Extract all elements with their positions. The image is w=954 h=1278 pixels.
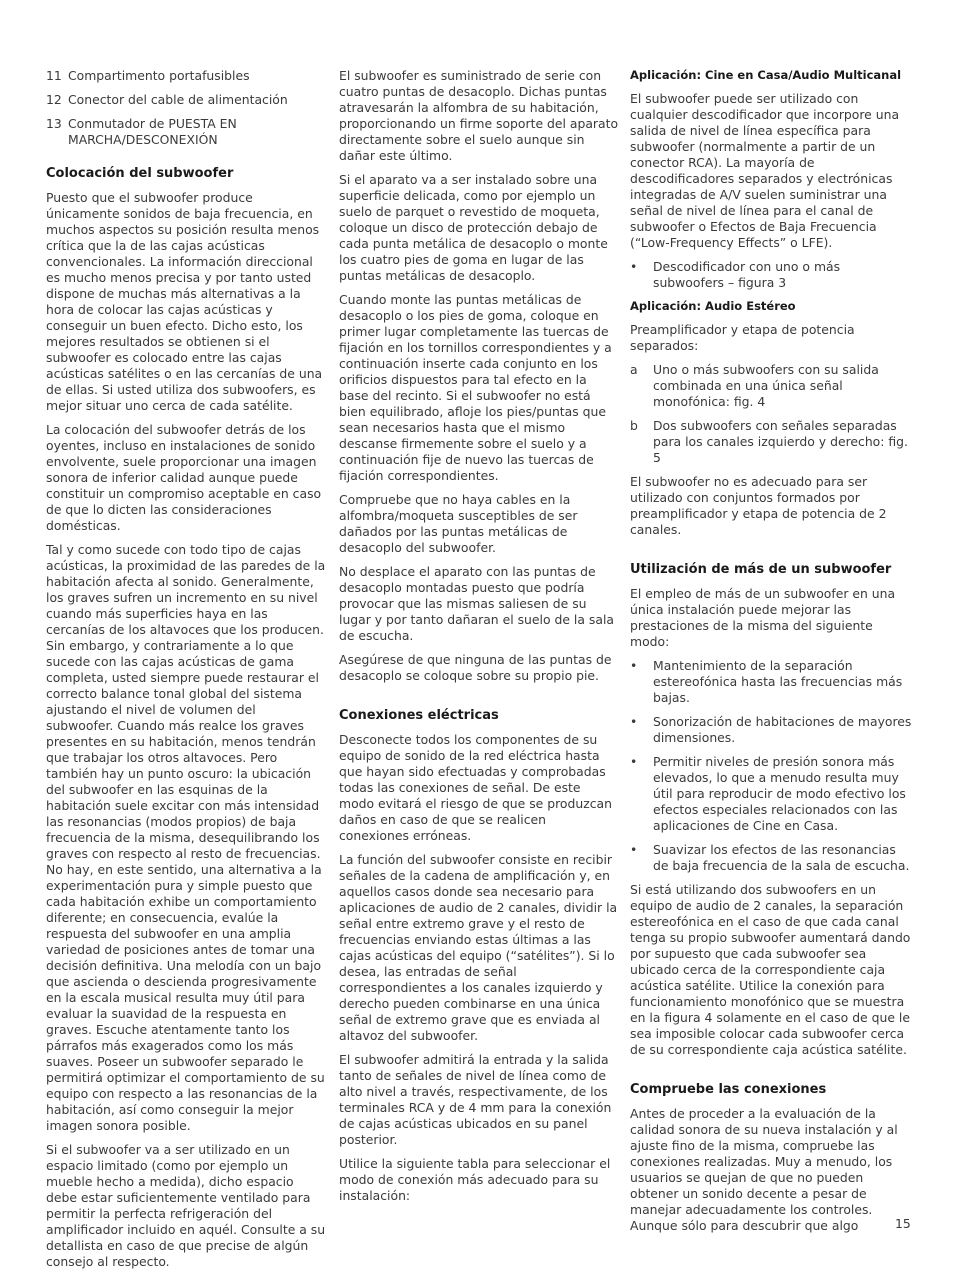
paragraph: El subwoofer puede ser utilizado con cualquier descodificador que incorpore una salida de nivel de línea específica para subwoofer (normalmente a partir de un conector RCA). La mayoría de descodificadores separados y electrónicas integradas de A/V suelen suministrar una señal de nivel de línea para el canal de subwoofer o Efectos de Baja Frecuencia (“Low-Frequency Effects” o LFE).	[630, 91, 900, 250]
list-item: • Sonorización de habitaciones de mayores dimensiones.	[630, 714, 912, 745]
parts-list	[46, 68, 326, 148]
column-1	[46, 68, 326, 1278]
list-item: • Mantenimiento de la separación estereofónica hasta las frecuencias más bajas.	[630, 658, 903, 705]
paragraph: No desplace el aparato con las puntas de desacoplo montadas puesto que podría provocar que las mismas saliesen de su lugar y por tanto dañaran el suelo de la sala de escucha.	[339, 564, 614, 643]
list-item: • Permitir niveles de presión sonora más elevados, lo que a menudo resulta muy útil para reproducir de modo efectivo los efectos especiales relacionados con las aplicaciones de Cine en Casa.	[630, 754, 906, 833]
paragraph: Antes de proceder a la evaluación de la calidad sonora de su nueva instalación y al ajuste fino de la misma, compruebe las conexiones realizadas. Muy a menudo, los usuarios se quejan de que no pueden obtener un sonido decente a pesar de manejar adecuadamente los controles. Aunque sólo para descubrir que algo	[630, 1106, 898, 1233]
paragraph: La función del subwoofer consiste en recibir señales de la cadena de amplificación y, en aquellos casos donde sea necesario para aplicaciones de audio de 2 canales, dividir la señal entre extremo grave y el resto de frecuencias enviando estas últimas a las cajas acústicas del equipo (“satélites”). Si lo desea, las entradas de señal correspondientes a los canales izquierdo y derecho pueden combinarse en una única señal de extremo grave que es enviada al altavoz del subwoofer.	[339, 852, 618, 1043]
paragraph: La colocación del subwoofer detrás de los oyentes, incluso en instalaciones de sonido envolvente, suele proporcionar una imagen sonora de inferior calidad aunque puede constituir un compromiso aceptable en caso de que lo dicten las consideraciones domésticas.	[46, 422, 322, 533]
list-item: • Suavizar los efectos de las resonancias de baja frecuencia de la sala de escucha.	[630, 842, 910, 873]
section-heading-placement: Colocación del subwoofer	[46, 166, 234, 181]
section-heading-electrical: Conexiones eléctricas	[339, 708, 499, 723]
bullet-list	[630, 259, 912, 291]
subheading-stereo: Aplicación: Audio Estéreo	[630, 299, 796, 313]
paragraph: Compruebe que no haya cables en la alfombra/moqueta susceptibles de ser dañados por las puntas metálicas de desacoplo del subwoofer.	[339, 492, 578, 555]
paragraph: Si el aparato va a ser instalado sobre una superficie delicada, como por ejemplo un suelo de parquet o revestido de moqueta, coloque un disco de protección debajo de cada punta metálica de desacoplo o monte los cuatro pies de goma en lugar de las puntas metálicas de desacoplo.	[339, 172, 608, 283]
paragraph: Si está utilizando dos subwoofers en un equipo de audio de 2 canales, la separación estereofónica en el caso de que cada canal tenga su propio subwoofer aumentará dando por supuesto que cada subwoofer sea ubicado cerca de la correspondiente caja acústica satélite. Utilice la conexión para funcionamiento monofónico que se muestra en la figura 4 solamente en el caso de que le sea imposible colocar cada subwoofer cerca de su correspondiente caja acústica satélite.	[630, 882, 911, 1057]
list-item: a Uno o más subwoofers con su salida combinada en una única señal monofónica: fig. 4	[630, 362, 879, 409]
section-heading-multiple-subwoofers: Utilización de más de un subwoofer	[630, 562, 892, 577]
list-item: • Descodificador con uno o más subwoofers – figura 3	[630, 259, 841, 290]
list-item: 11 Compartimento portafusibles	[46, 68, 250, 83]
paragraph: Cuando monte las puntas metálicas de desacoplo o los pies de goma, coloque en primer lugar completamente las tuercas de fijación en los tornillos correspondientes y a continuación inserte cada conjunto en los orificios dispuestos para tal efecto en la base del recinto. Si el subwoofer no está bien equilibrado, afloje los pies/puntas que sean necesarios hasta que el mismo descanse firmemente sobre el suelo y a continuación fije de nuevo las tuercas de fijación correspondientes.	[339, 292, 612, 483]
paragraph: El subwoofer admitirá la entrada y la salida tanto de señales de nivel de línea como de alto nivel a través, respectivamente, de los terminales RCA y de 4 mm para la conexión de cajas acústicas ubicados en su panel posterior.	[339, 1052, 612, 1147]
paragraph: Puesto que el subwoofer produce únicamente sonidos de baja frecuencia, en muchos aspectos su posición resulta menos crítica que la de las cajas acústicas convencionales. La información direccional es mucho menos precisa y por tanto usted dispone de muchas más alternativas a la hora de colocar las cajas acústicas y conseguir un buen efecto. Dicho esto, los mejores resultados se obtienen si el subwoofer es colocado entre las cajas acústicas satélites o en las cercanías de una de ellas. Si usted utiliza dos subwoofers, es mejor situar uno cerca de cada satélite.	[46, 190, 323, 413]
paragraph: Tal y como sucede con todo tipo de cajas acústicas, la proximidad de las paredes de la habitación afecta al sonido. Generalmente, los graves sufren un incremento en su nivel cuando más superficies haya en las cercanías de los altavoces que los producen. Sin embargo, y contrariamente a lo que sucede con las cajas acústicas de gama completa, usted siempre puede restaurar el correcto balance tonal global del sistema ajustando el nivel de volumen del subwoofer. Cuando más realce los graves presentes en su habitación, menos tendrán que trabajar los otros altavoces. Pero también hay un punto oscuro: la ubicación del subwoofer en las esquinas de la habitación suele excitar con más intensidad las resonancias (modos propios) de baja frecuencia de la misma, desequilibrando los graves con respecto al resto de frecuencias. No hay, en este sentido, una alternativa a la experimentación pura y simple puesto que cada habitación exhibe un comportamiento diferente; en consecuencia, evalúe la respuesta del subwoofer en una amplia variedad de posiciones antes de tomar una decisión definitiva. Una melodía con un bajo que ascienda o descienda progresivamente en la escala musical resulta muy útil para evaluar la suavidad de la respuesta en graves. Escuche atentamente tanto los párrafos más exagerados como los más suaves. Poseer un subwoofer separado le permitirá optimizar el comportamiento de su equipo con respecto a las resonancias de la habitación, así como conseguir la mejor imagen sonora posible.	[46, 542, 326, 1133]
section-heading-check-connections: Compruebe las conexiones	[630, 1082, 827, 1097]
paragraph: El subwoofer es suministrado de serie con cuatro puntas de desacoplo. Dichas puntas atravesarán la alfombra de su habitación, proporcionando un firme soporte del aparato directamente sobre el suelo aunque sin dañar este último.	[339, 68, 619, 163]
paragraph: El empleo de más de un subwoofer en una única instalación puede mejorar las prestaciones de la misma del siguiente modo:	[630, 586, 896, 649]
lettered-list	[630, 362, 912, 466]
paragraph: Preamplificador y etapa de potencia separados:	[630, 322, 855, 353]
list-item: 12 Conector del cable de alimentación	[46, 92, 288, 107]
page-number: 15	[895, 1216, 911, 1231]
paragraph: Si el subwoofer va a ser utilizado en un espacio limitado (como por ejemplo un mueble hecho a medida), dicho espacio debe estar suficientemente ventilado para permitir la perfecta refrigeración del amplificador incluido en aquél. Consulte a su detallista en caso de que precise de algún consejo al respecto.	[46, 1142, 326, 1269]
column-2	[339, 68, 619, 1212]
bullet-list	[630, 658, 912, 874]
paragraph: Utilice la siguiente tabla para seleccionar el modo de conexión más adecuado para su instalación:	[339, 1156, 611, 1203]
list-item: b Dos subwoofers con señales separadas para los canales izquierdo y derecho: fig. 5	[630, 418, 908, 465]
paragraph: El subwoofer no es adecuado para ser utilizado con conjuntos formados por preamplificador y etapa de potencia de 2 canales.	[630, 474, 887, 537]
paragraph: Asegúrese de que ninguna de las puntas de desacoplo se coloque sobre su propio pie.	[339, 652, 612, 683]
list-item: 13 Conmutador de PUESTA EN MARCHA/DESCONEXIÓN	[46, 116, 237, 147]
column-3	[630, 68, 912, 1242]
paragraph: Desconecte todos los componentes de su equipo de sonido de la red eléctrica hasta que hayan sido efectuadas y comprobadas todas las conexiones de señal. De este modo evitará el riesgo de que se produzcan daños en caso de que se realicen conexiones erróneas.	[339, 732, 612, 843]
subheading-home-cinema: Aplicación: Cine en Casa/Audio Multicanal	[630, 68, 902, 82]
